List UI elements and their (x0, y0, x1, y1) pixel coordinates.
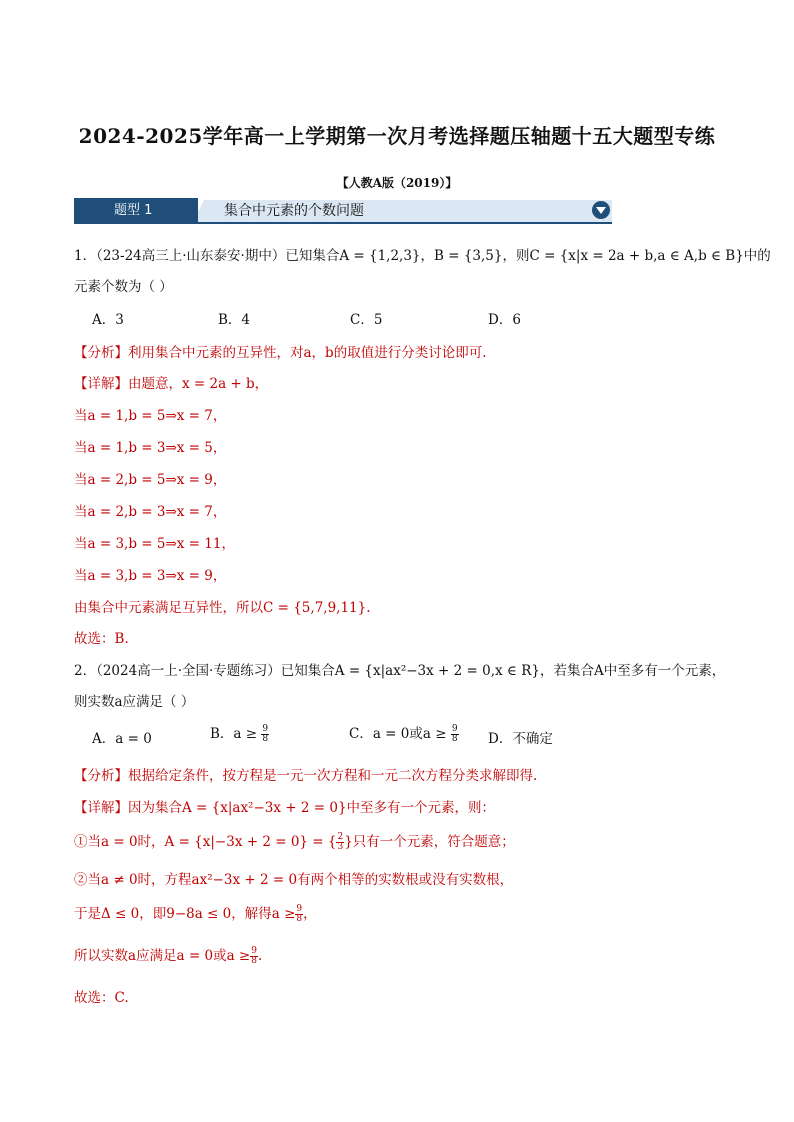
fraction: $\frac{2}{3}$ (337, 832, 344, 852)
q1-stem-line1: 1．（23-24高三上·山东泰安·期中）已知集合A = {1,2,3}，B = {3,5}，则C = {x|x = 2a + b,a ∈ A,b ∈ B}中的 (74, 248, 771, 264)
fraction: $\frac{9}{8}$ (451, 724, 458, 744)
q2-case1-text: ①当a = 0时，A = {x|−3x + 2 = 0} = { (74, 834, 337, 850)
q1-conclusion: 由集合中元素满足互异性，所以C = {5,7,9,11}. (74, 600, 371, 616)
q1-case: 当a = 3,b = 3⇒x = 9， (74, 568, 227, 584)
q1-analysis: 【分析】利用集合中元素的互异性，对a，b的取值进行分类讨论即可. (74, 345, 487, 361)
q1-option-a: A．3 (92, 312, 124, 328)
q2-detail: 【详解】因为集合A = {x|ax²−3x + 2 = 0}中至多有一个元素，则： (74, 800, 496, 816)
q1-case: 当a = 2,b = 3⇒x = 7， (74, 504, 227, 520)
q2-stem-line1: 2．（2024高一上·全国·专题练习）已知集合A = {x|ax²−3x + 2 = 0,x ∈ R}，若集合A中至多有一个元素， (74, 663, 726, 679)
q2-option-b (210, 722, 269, 744)
fraction: $\frac{9}{8}$ (251, 946, 257, 966)
q2-answer: 故选：C. (74, 990, 129, 1006)
q1-option-b: B．4 (218, 312, 251, 328)
q2-delta-line: 于是Δ ≤ 0，即9−8a ≤ 0，解得a ≥ $\frac{9}{8}$ ， (74, 904, 317, 924)
chevron-down-icon (592, 201, 610, 219)
q2-stem-line2: 则实数a应满足（ ） (74, 694, 195, 710)
q2-option-c-text: C．a = 0或a ≥ (349, 726, 447, 742)
q2-case1 (74, 830, 515, 852)
q2-case1-suffix: }只有一个元素，符合题意； (344, 834, 515, 850)
q1-case: 当a = 1,b = 3⇒x = 5， (74, 440, 227, 456)
q2-final-line: 所以实数a应满足a = 0或a ≥ $\frac{9}{8}$ . (74, 946, 263, 966)
section-tag: 题型 1 (74, 198, 198, 224)
q1-case: 当a = 1,b = 5⇒x = 7， (74, 408, 227, 424)
edition-subtitle: 【人教A版（2019）】 (336, 176, 458, 190)
q1-option-d: D．6 (488, 312, 521, 328)
q1-case: 当a = 2,b = 5⇒x = 9， (74, 472, 227, 488)
q2-option-b-text: B．a ≥ (210, 726, 258, 742)
q1-answer: 故选：B. (74, 631, 129, 647)
section-title: 集合中元素的个数问题 (224, 203, 364, 219)
q2-delta-text: 于是Δ ≤ 0，即9−8a ≤ 0，解得a ≥ (74, 906, 296, 922)
q2-option-c (349, 722, 459, 744)
q2-case2: ②当a ≠ 0时，方程ax²−3x + 2 = 0有两个相等的实数根或没有实数根， (74, 872, 514, 888)
section-banner (74, 198, 614, 224)
q1-case: 当a = 3,b = 5⇒x = 11， (74, 536, 235, 552)
q1-detail: 【详解】由题意，x = 2a + b， (74, 376, 269, 392)
q1-stem-line2: 元素个数为（ ） (74, 279, 173, 295)
q1-option-c: C．5 (350, 312, 383, 328)
q2-final-text: 所以实数a应满足a = 0或a ≥ (74, 948, 251, 964)
q2-option-d: D．不确定 (488, 731, 553, 747)
fraction: $\frac{9}{8}$ (296, 904, 303, 924)
page-title: 2024-2025学年高一上学期第一次月考选择题压轴题十五大题型专练 (78, 124, 716, 148)
q2-analysis: 【分析】根据给定条件，按方程是一元一次方程和一元二次方程分类求解即得. (74, 768, 538, 784)
q2-option-a: A．a = 0 (92, 731, 152, 747)
fraction: $\frac{9}{8}$ (262, 724, 269, 744)
